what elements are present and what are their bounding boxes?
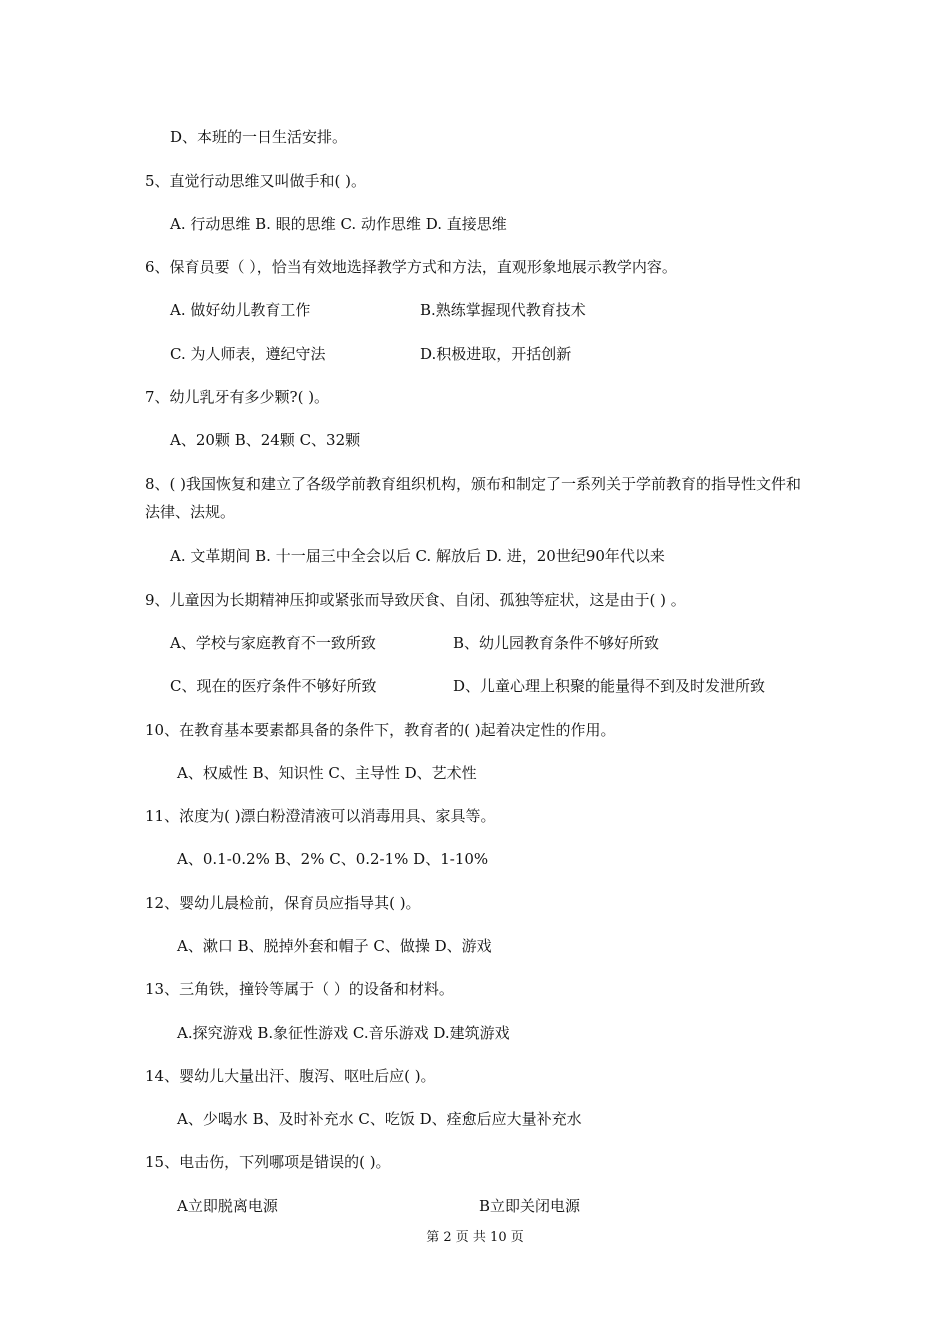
question-6: 6、保育员要（ ），恰当有效地选择教学方式和方法，直观形象地展示教学内容。 bbox=[145, 258, 677, 276]
q4-option-d: D、本班的一日生活安排。 bbox=[170, 128, 348, 146]
q6-option-b: B.熟练掌握现代教育技术 bbox=[420, 301, 586, 319]
q9-option-a: A、学校与家庭教育不一致所致 bbox=[170, 634, 376, 652]
question-12: 12、婴幼儿晨检前，保育员应指导其( )。 bbox=[145, 894, 421, 912]
q7-options: A、20颗 B、24颗 C、32颗 bbox=[170, 431, 361, 449]
q8-options: A. 文革期间 B. 十一届三中全会以后 C. 解放后 D. 进，20世纪90年代以来 bbox=[170, 547, 665, 565]
question-13: 13、三角铁，撞铃等属于（ ）的设备和材料。 bbox=[145, 980, 454, 998]
question-11: 11、浓度为( )漂白粉澄清液可以消毒用具、家具等。 bbox=[145, 807, 496, 825]
q9-option-d: D、儿童心理上积聚的能量得不到及时发泄所致 bbox=[453, 677, 766, 695]
question-10: 10、在教育基本要素都具备的条件下，教育者的( )起着决定性的作用。 bbox=[145, 721, 616, 739]
q14-options: A、少喝水 B、及时补充水 C、吃饭 D、痊愈后应大量补充水 bbox=[177, 1110, 582, 1128]
q15-option-b: B立即关闭电源 bbox=[479, 1197, 581, 1215]
question-7: 7、幼儿乳牙有多少颗?( )。 bbox=[145, 388, 330, 406]
q10-options: A、权威性 B、知识性 C、主导性 D、艺术性 bbox=[177, 764, 477, 782]
q6-option-d: D.积极进取，开括创新 bbox=[420, 345, 572, 363]
question-8: 8、( )我国恢复和建立了各级学前教育组织机构，颁布和制定了一系列关于学前教育的指导性文件和法律、法规。 bbox=[145, 475, 802, 521]
page-footer: 第 2 页 共 10 页 bbox=[426, 1230, 524, 1245]
q12-options: A、漱口 B、脱掉外套和帽子 C、做操 D、游戏 bbox=[177, 937, 492, 955]
question-5: 5、直觉行动思维又叫做手和( )。 bbox=[145, 172, 367, 190]
q9-option-c: C、现在的医疗条件不够好所致 bbox=[170, 677, 377, 695]
q13-options: A.探究游戏 B.象征性游戏 C.音乐游戏 D.建筑游戏 bbox=[177, 1024, 510, 1042]
q11-options: A、0.1-0.2% B、2% C、0.2-1% D、1-10% bbox=[177, 850, 489, 868]
q5-options: A. 行动思维 B. 眼的思维 C. 动作思维 D. 直接思维 bbox=[170, 215, 507, 233]
q9-option-b: B、幼儿园教育条件不够好所致 bbox=[453, 634, 660, 652]
question-14: 14、婴幼儿大量出汗、腹泻、呕吐后应( )。 bbox=[145, 1067, 436, 1085]
q6-option-c: C. 为人师表，遵纪守法 bbox=[170, 345, 326, 363]
q15-option-a: A立即脱离电源 bbox=[177, 1197, 278, 1215]
question-9: 9、儿童因为长期精神压抑或紧张而导致厌食、自闭、孤独等症状，这是由于( ) 。 bbox=[145, 591, 686, 609]
question-15: 15、电击伤，下列哪项是错误的( )。 bbox=[145, 1153, 391, 1171]
q6-option-a: A. 做好幼儿教育工作 bbox=[170, 301, 311, 319]
